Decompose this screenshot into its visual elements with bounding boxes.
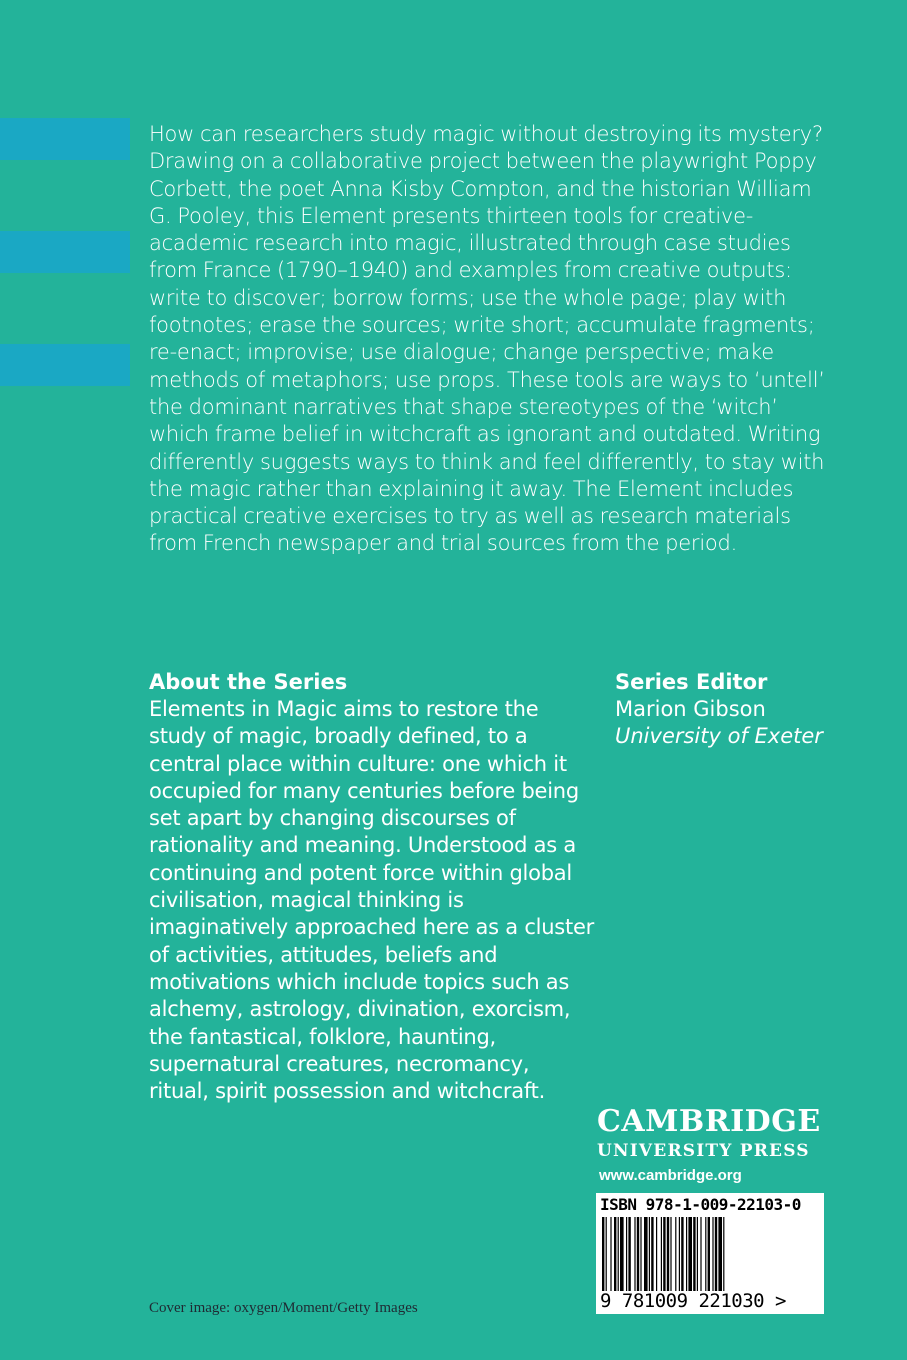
barcode-bar [663,1217,665,1291]
barcode-bar [620,1217,624,1291]
publisher-url: www.cambridge.org [599,1167,742,1184]
barcode-bar [626,1217,627,1291]
barcode-bar [723,1217,724,1291]
barcode-bar [606,1217,607,1291]
accent-tab-middle [0,231,130,273]
publisher-logo-name: CAMBRIDGE [597,1104,821,1139]
barcode-bar [679,1217,680,1291]
publisher-logo-subname: UNIVERSITY PRESS [597,1141,810,1161]
back-cover-blurb: How can researchers study magic without destroying its mystery? Drawing on a collaborative project between the playwright Poppy Corbett, the poet Anna Kisby Compton, and the historian William G. Pooley, this Element presents thirteen tools for creative-academic research into magic, illustrated through case studies from France (1790–1940) and examples from creative outputs: write to discover; borrow forms; use the whole page; play with footnotes; erase the sources; write short; accumulate fragments; re-enact; improvise; use dialogue; change perspective; make methods of metaphors; use props. These tools are ways to ‘untell’ the dominant narratives that shape stereotypes of the ‘witch’ which frame belief in witchcraft as ignorant and outdated. Writing differently suggests ways to think and feel differently, to stay with the magic rather than explaining it away. The Element includes practical creative exercises to try as well as research materials from French newspaper and trial sources from the period. [149,122,825,556]
barcode-bar [681,1217,683,1291]
barcode-bars [602,1217,818,1291]
series-editor-institution: University of Exeter [615,724,823,748]
barcode-bar [614,1217,616,1291]
barcode-bar [628,1217,630,1291]
barcode-bar [718,1217,722,1291]
series-editor-name: Marion Gibson [615,697,766,721]
barcode-bar [649,1217,650,1291]
barcode-bar [656,1217,657,1291]
isbn-barcode [596,1193,824,1314]
barcode-bar [675,1217,676,1291]
barcode-bar [602,1217,604,1291]
barcode-bar [697,1217,698,1291]
barcode-bar [715,1217,717,1291]
barcode-bar [705,1217,706,1291]
barcode-bar [693,1217,695,1291]
about-series-heading: About the Series [149,670,348,694]
accent-tab-top [0,118,130,160]
accent-tab-bottom [0,344,130,386]
barcode-bar [651,1217,653,1291]
barcode-bar [708,1217,710,1291]
cover-image-credit: Cover image: oxygen/Moment/Getty Images [149,1300,418,1316]
barcode-bar [712,1217,713,1291]
barcode-bar [634,1217,635,1291]
barcode-bar [688,1217,692,1291]
barcode-bar [637,1217,639,1291]
about-series-text: Elements in Magic aims to restore the study of magic, broadly defined, to a central place within culture: one which it occupied for many centuries before being set apart by changing discourses of rationality and meaning. Understood as a continuing and potent force within global civilisation, magical thinking is imaginatively approached here as a cluster of activities, attitudes, beliefs and motivations which include topics such as alchemy, astrology, divination, exorcism, the fantastical, folklore, haunting, supernatural creatures, necromancy, ritual, spirit possession and witchcraft. [149,697,594,1104]
series-editor-heading: Series Editor [615,670,768,694]
barcode-bar [644,1217,648,1291]
barcode-bar [700,1217,701,1291]
barcode-bar [610,1217,611,1291]
barcode-bar [618,1217,619,1291]
barcode-bar [670,1217,671,1291]
barcode-bar [661,1217,662,1291]
barcode-bar [640,1217,641,1291]
barcode-digits: 9 781009 221030 > [600,1290,786,1312]
barcode-bar [667,1217,669,1291]
isbn-label: ISBN 978-1-009-22103-0 [600,1195,801,1214]
barcode-bar [686,1217,687,1291]
